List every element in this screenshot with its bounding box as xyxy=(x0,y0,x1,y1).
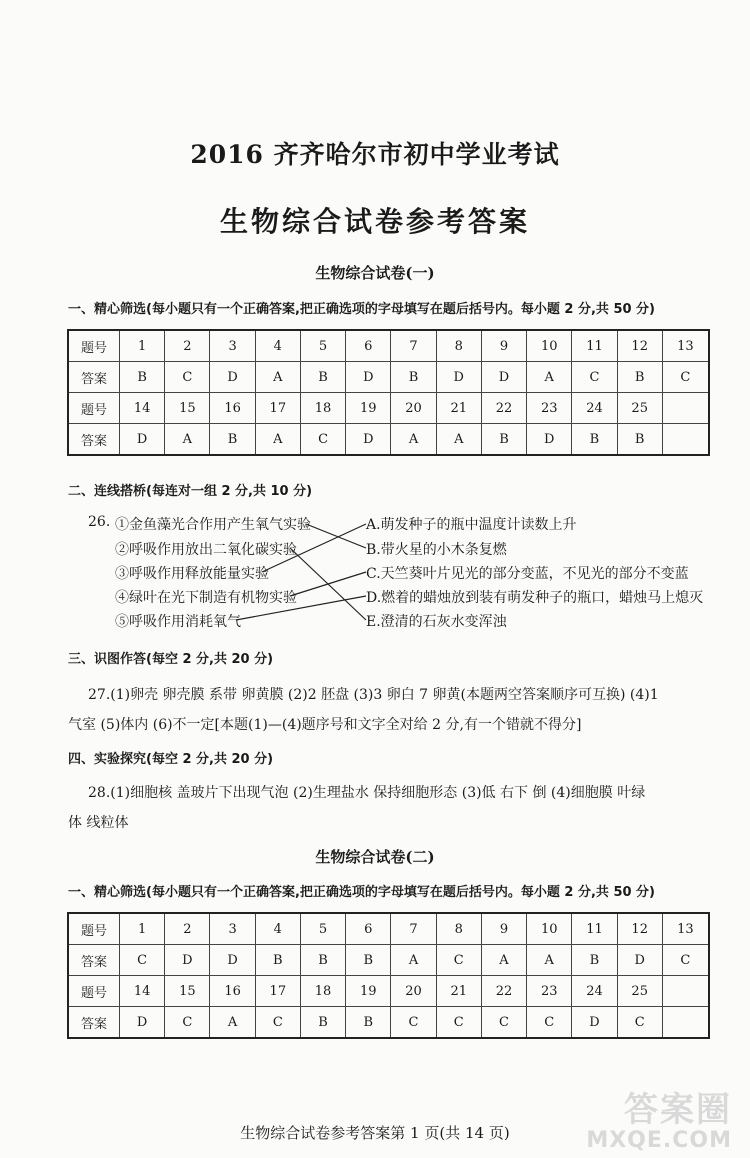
table-cell: 3 xyxy=(210,330,255,362)
question-28-line1: 28.(1)细胞核 盖玻片下出现气泡 (2)生理盐水 保持细胞形态 (3)低 右下 倒 (4)细胞膜 叶绿 xyxy=(88,785,646,801)
table-cell: A xyxy=(210,1007,255,1039)
table-cell: C xyxy=(662,945,709,976)
table-cell: B xyxy=(617,362,662,393)
q26-right-item: C.天竺葵叶片见光的部分变蓝，不见光的部分不变蓝 xyxy=(366,566,689,582)
table-cell: C xyxy=(120,945,165,976)
q26-left-item: ④绿叶在光下制造有机物实验 xyxy=(115,590,297,606)
table-row xyxy=(68,1007,709,1039)
table-cell: C xyxy=(436,1007,481,1039)
table-cell: A xyxy=(527,362,572,393)
table-cell: B xyxy=(391,362,436,393)
question-26-number: 26. xyxy=(88,514,111,530)
row-label: 题号 xyxy=(68,330,120,362)
match-line-4-c xyxy=(290,572,366,596)
table-cell: 19 xyxy=(346,393,391,424)
row-label: 答案 xyxy=(68,362,120,393)
paper1-section1-heading: 一、精心筛选(每小题只有一个正确答案,把正确选项的字母填写在题后括号内。每小题 2 分,共 50 分) xyxy=(68,302,656,317)
row-label: 答案 xyxy=(68,424,120,456)
table-cell: C xyxy=(572,362,617,393)
q26-left-item: ①金鱼藻光合作用产生氧气实验 xyxy=(115,517,311,533)
table-cell: 9 xyxy=(481,330,526,362)
table-cell: C xyxy=(391,1007,436,1039)
paper1-section2-heading: 二、连线搭桥(每连对一组 2 分,共 10 分) xyxy=(68,484,313,499)
table-cell: 15 xyxy=(165,393,210,424)
table-cell: 18 xyxy=(300,393,345,424)
table-cell: 20 xyxy=(391,393,436,424)
table-cell: D xyxy=(165,945,210,976)
table-cell: B xyxy=(346,945,391,976)
table-cell: D xyxy=(527,424,572,456)
table-cell: 9 xyxy=(481,913,526,945)
table-cell: 24 xyxy=(572,976,617,1007)
q26-right-item: A.萌发种子的瓶中温度计读数上升 xyxy=(366,517,577,533)
table-cell: 17 xyxy=(255,976,300,1007)
table-cell: B xyxy=(210,424,255,456)
table-cell: C xyxy=(662,362,709,393)
q26-right-item: B.带火星的小木条复燃 xyxy=(366,542,507,558)
paper2-answer-table xyxy=(67,912,710,1039)
table-cell: B xyxy=(300,362,345,393)
table-cell: C xyxy=(481,1007,526,1039)
table-row xyxy=(68,976,709,1007)
table-cell: B xyxy=(255,945,300,976)
q26-right-item: E.澄清的石灰水变浑浊 xyxy=(366,614,507,630)
table-cell: 2 xyxy=(165,330,210,362)
table-cell: C xyxy=(527,1007,572,1039)
table-cell: 3 xyxy=(210,913,255,945)
exam-title: 2016 齐齐哈尔市初中学业考试 xyxy=(190,140,560,169)
table-cell: D xyxy=(481,362,526,393)
row-label: 题号 xyxy=(68,393,120,424)
table-cell: 2 xyxy=(165,913,210,945)
table-cell: A xyxy=(481,945,526,976)
table-cell: 18 xyxy=(300,976,345,1007)
table-cell: B xyxy=(572,945,617,976)
table-cell: 11 xyxy=(572,913,617,945)
table-cell: B xyxy=(481,424,526,456)
table-cell: C xyxy=(300,424,345,456)
q26-left-item: ③呼吸作用释放能量实验 xyxy=(115,566,269,582)
paper1-subtitle: 生物综合试卷(一) xyxy=(315,264,435,282)
row-label: 答案 xyxy=(68,1007,120,1039)
table-cell: 22 xyxy=(481,976,526,1007)
table-cell: 13 xyxy=(662,330,709,362)
table-cell: D xyxy=(346,362,391,393)
table-cell: 5 xyxy=(300,913,345,945)
table-cell: 19 xyxy=(346,976,391,1007)
table-cell xyxy=(662,976,709,1007)
table-cell: 16 xyxy=(210,976,255,1007)
table-cell: 23 xyxy=(527,393,572,424)
table-cell: 21 xyxy=(436,976,481,1007)
table-cell: A xyxy=(165,424,210,456)
watermark-url: MXQE.COM xyxy=(586,1128,732,1153)
table-cell: B xyxy=(300,945,345,976)
table-cell: 11 xyxy=(572,330,617,362)
table-cell: C xyxy=(165,1007,210,1039)
table-cell: 14 xyxy=(120,976,165,1007)
table-cell: B xyxy=(617,424,662,456)
table-cell: D xyxy=(210,945,255,976)
table-cell: 8 xyxy=(436,913,481,945)
paper1-section4-heading: 四、实验探究(每空 2 分,共 20 分) xyxy=(68,752,274,767)
table-cell: 25 xyxy=(617,976,662,1007)
table-cell: 1 xyxy=(120,913,165,945)
table-cell: B xyxy=(300,1007,345,1039)
table-cell: 6 xyxy=(346,913,391,945)
paper1-section3-heading: 三、识图作答(每空 2 分,共 20 分) xyxy=(68,652,274,667)
paper2-subtitle: 生物综合试卷(二) xyxy=(315,848,435,866)
table-cell: D xyxy=(210,362,255,393)
match-line-3-a xyxy=(262,524,366,572)
question-27-line1: 27.(1)卵壳 卵壳膜 系带 卵黄膜 (2)2 胚盘 (3)3 卵白 7 卵黄(本题两空答案顺序可互换) (4)1 xyxy=(88,687,659,703)
table-cell: A xyxy=(391,424,436,456)
table-cell: D xyxy=(572,1007,617,1039)
table-cell: A xyxy=(255,362,300,393)
question-27-line2: 气室 (5)体内 (6)不一定[本题(1)—(4)题序号和文字全对给 2 分,有一个错就不得分] xyxy=(68,717,582,733)
table-cell: 15 xyxy=(165,976,210,1007)
table-cell: 12 xyxy=(617,330,662,362)
table-cell: 12 xyxy=(617,913,662,945)
table-cell: B xyxy=(572,424,617,456)
table-cell: 21 xyxy=(436,393,481,424)
table-cell: C xyxy=(165,362,210,393)
table-cell: C xyxy=(617,1007,662,1039)
table-cell: 4 xyxy=(255,913,300,945)
table-cell: 25 xyxy=(617,393,662,424)
table-cell: B xyxy=(346,1007,391,1039)
table-cell: 10 xyxy=(527,913,572,945)
table-cell: 16 xyxy=(210,393,255,424)
table-cell: C xyxy=(255,1007,300,1039)
table-row xyxy=(68,945,709,976)
table-cell: 20 xyxy=(391,976,436,1007)
table-cell: 17 xyxy=(255,393,300,424)
paper2-section1-heading: 一、精心筛选(每小题只有一个正确答案,把正确选项的字母填写在题后括号内。每小题 2 分,共 50 分) xyxy=(68,885,656,900)
q26-right-item: D.燃着的蜡烛放到装有萌发种子的瓶口，蜡烛马上熄灭 xyxy=(366,590,704,606)
table-cell xyxy=(662,1007,709,1039)
table-cell: D xyxy=(617,945,662,976)
row-label: 题号 xyxy=(68,976,120,1007)
table-cell: 1 xyxy=(120,330,165,362)
question-28-line2: 体 线粒体 xyxy=(68,815,129,831)
table-row xyxy=(68,913,709,945)
table-cell: D xyxy=(436,362,481,393)
q26-left-item: ②呼吸作用放出二氧化碳实验 xyxy=(115,542,297,558)
row-label: 题号 xyxy=(68,913,120,945)
document-title: 生物综合试卷参考答案 xyxy=(219,205,530,238)
table-cell: B xyxy=(120,362,165,393)
table-cell: A xyxy=(255,424,300,456)
table-cell: 23 xyxy=(527,976,572,1007)
table-cell: 5 xyxy=(300,330,345,362)
table-cell: 10 xyxy=(527,330,572,362)
table-cell: A xyxy=(436,424,481,456)
watermark-logo: 答案圈 xyxy=(624,1090,732,1130)
table-cell: 14 xyxy=(120,393,165,424)
page-footer: 生物综合试卷参考答案第 1 页(共 14 页) xyxy=(240,1124,510,1142)
table-cell: 7 xyxy=(391,330,436,362)
table-cell: D xyxy=(120,424,165,456)
table-cell: 8 xyxy=(436,330,481,362)
match-line-5-d xyxy=(236,596,366,620)
table-cell: 24 xyxy=(572,393,617,424)
table-cell: A xyxy=(391,945,436,976)
table-cell: A xyxy=(527,945,572,976)
q26-left-item: ⑤呼吸作用消耗氧气 xyxy=(115,614,241,630)
table-cell: D xyxy=(120,1007,165,1039)
table-cell: D xyxy=(346,424,391,456)
table-cell: 6 xyxy=(346,330,391,362)
table-cell: 13 xyxy=(662,913,709,945)
table-cell: 7 xyxy=(391,913,436,945)
table-cell: 4 xyxy=(255,330,300,362)
row-label: 答案 xyxy=(68,945,120,976)
table-cell: C xyxy=(436,945,481,976)
table-cell: 22 xyxy=(481,393,526,424)
